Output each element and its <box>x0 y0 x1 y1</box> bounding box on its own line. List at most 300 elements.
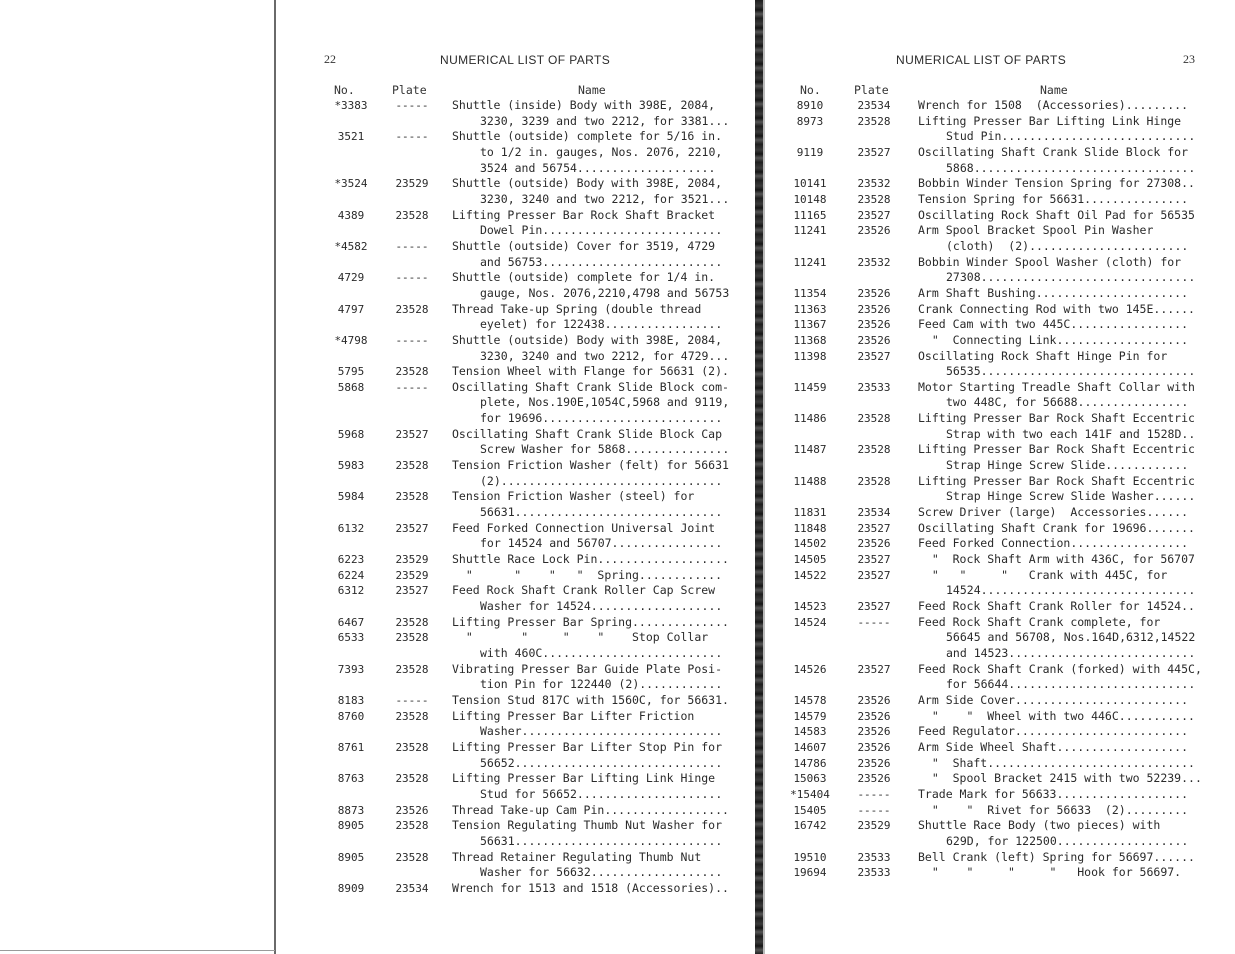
left-paper-edge <box>274 0 276 954</box>
part-row <box>330 98 740 129</box>
part-number: 14607 <box>793 740 827 754</box>
part-name-line: Tension Friction Washer (steel) for <box>452 489 695 504</box>
plate-number: ----- <box>395 333 429 347</box>
part-number: 14578 <box>793 693 827 707</box>
plate-number: 23528 <box>395 819 429 833</box>
plate-number: 23528 <box>395 662 429 676</box>
part-row <box>790 771 1205 787</box>
part-name-line: Shuttle (inside) Body with 398E, 2084, <box>452 98 716 112</box>
part-row <box>330 662 740 693</box>
part-number: *3524 <box>334 177 368 191</box>
plate-number: ----- <box>395 99 429 112</box>
part-number: 8183 <box>337 693 365 707</box>
part-name-line: Oscillating Rock Shaft Oil Pad for 56535 <box>918 207 1195 222</box>
part-name-line: tion Pin for 122440 (2)............ <box>480 677 723 692</box>
plate-number: 23527 <box>395 427 429 441</box>
part-name-line: " " " " Spring............ <box>452 567 723 582</box>
part-number: 5795 <box>337 365 365 379</box>
part-name-line: Bobbin Winder Spool Washer (cloth) for <box>918 254 1182 269</box>
part-name <box>918 536 1205 552</box>
part-number: 5984 <box>337 490 365 504</box>
part-name <box>918 255 1205 286</box>
part-row <box>330 176 740 207</box>
book-gutter-shadow <box>763 0 765 954</box>
part-number: 7393 <box>337 662 365 676</box>
part-number: 11363 <box>793 302 827 316</box>
plate-number: 23527 <box>857 568 891 582</box>
part-row <box>790 818 1205 849</box>
part-row <box>330 615 740 631</box>
part-row <box>330 239 740 270</box>
part-number: 14502 <box>793 537 827 551</box>
part-name-line: Stud Pin............................ <box>946 129 1196 144</box>
part-name-line: 3230, 3240 and two 2212, for 3521... <box>480 191 730 206</box>
part-name-line: Bobbin Winder Tension Spring for 27308.. <box>918 176 1195 191</box>
plate-number: 23532 <box>857 177 891 191</box>
part-row <box>330 364 740 380</box>
part-row <box>790 756 1205 772</box>
column-header-name: Name <box>1040 83 1068 97</box>
plate-number: 23526 <box>857 772 891 786</box>
part-name-line: " " " Crank with 445C, for <box>918 567 1168 582</box>
part-number: 14522 <box>793 568 827 582</box>
plate-number: 23526 <box>857 725 891 739</box>
part-name-line: Washer for 56632................... <box>480 865 723 880</box>
part-number: 6467 <box>337 615 365 629</box>
part-row <box>330 630 740 661</box>
part-row <box>790 349 1205 380</box>
part-row <box>330 693 740 709</box>
part-row <box>790 98 1205 114</box>
part-number: 11241 <box>793 255 827 269</box>
part-name-line: for 56644........................... <box>946 677 1196 692</box>
part-number: 8760 <box>337 709 365 723</box>
plate-number: ----- <box>395 380 429 394</box>
part-name-line: 56645 and 56708, Nos.164D,6312,14522 <box>946 630 1196 645</box>
part-name <box>918 442 1205 473</box>
part-name-line: plete, Nos.190E,1054C,5968 and 9119, <box>480 395 730 410</box>
part-name-line: Arm Shaft Bushing...................... <box>918 285 1189 300</box>
part-name-line: Screw Washer for 5868............... <box>480 442 730 457</box>
part-number: 11831 <box>793 506 827 520</box>
part-name-line: for 19696.......................... <box>480 411 723 426</box>
part-number: 11241 <box>793 224 827 238</box>
part-name <box>918 756 1205 772</box>
part-number: 8873 <box>337 803 365 817</box>
part-number: 14579 <box>793 709 827 723</box>
plate-number: 23529 <box>395 177 429 191</box>
part-name-line: 5868................................ <box>946 160 1196 175</box>
plate-number: 23533 <box>857 380 891 394</box>
part-name-line: Trade Mark for 56633................... <box>918 786 1189 801</box>
part-name <box>918 865 1205 881</box>
plate-number: ----- <box>857 787 891 801</box>
part-name-line: Strap Hinge Screw Slide Washer...... <box>946 489 1196 504</box>
plate-number: 23528 <box>395 850 429 864</box>
right-page <box>790 0 1205 954</box>
part-number: 6223 <box>337 553 365 567</box>
part-name-line: Lifting Presser Bar Lifter Friction <box>452 708 695 723</box>
part-name-line: Feed Cam with two 445C................. <box>918 317 1189 332</box>
part-name-line: Tension Spring for 56631............... <box>918 191 1189 206</box>
part-number: 19510 <box>793 850 827 864</box>
plate-number: 23526 <box>857 709 891 723</box>
plate-number: 23528 <box>395 709 429 723</box>
plate-number: 23526 <box>395 803 429 817</box>
part-name <box>452 176 740 207</box>
part-row <box>330 427 740 458</box>
part-number: 14786 <box>793 756 827 770</box>
part-name-line: with 460C.......................... <box>480 645 723 660</box>
part-name <box>452 521 740 552</box>
part-row <box>330 740 740 771</box>
part-row <box>330 552 740 568</box>
part-row <box>790 850 1205 866</box>
part-name <box>452 615 740 631</box>
part-row <box>790 693 1205 709</box>
plate-number: 23527 <box>857 662 891 676</box>
plate-number: 23526 <box>857 286 891 300</box>
part-row <box>790 176 1205 192</box>
part-name-line: " Shaft.............................. <box>918 755 1195 770</box>
part-name-line: eyelet) for 122438................. <box>480 317 723 332</box>
part-number: 4729 <box>337 271 365 285</box>
part-row <box>790 709 1205 725</box>
part-name <box>452 709 740 740</box>
plate-number: 23533 <box>857 850 891 864</box>
page-number: 22 <box>324 52 336 66</box>
part-row <box>790 599 1205 615</box>
part-number: 8905 <box>337 819 365 833</box>
plate-number: 23534 <box>395 881 429 895</box>
part-name <box>452 380 740 427</box>
plate-number: 23527 <box>857 208 891 222</box>
part-name <box>452 208 740 239</box>
part-row <box>330 771 740 802</box>
part-number: 15063 <box>793 772 827 786</box>
plate-number: 23528 <box>395 740 429 754</box>
part-name <box>452 818 740 849</box>
part-name-line: Oscillating Shaft Crank Slide Block com- <box>452 379 729 394</box>
part-name-line: Feed Forked Connection................. <box>918 536 1189 551</box>
plate-number: 23528 <box>395 302 429 316</box>
part-name-line: 3230, 3240 and two 2212, for 4729... <box>480 348 730 363</box>
column-header-no: No. <box>800 83 821 97</box>
part-name-line: Shuttle (outside) complete for 5/16 in. <box>452 129 723 144</box>
part-row <box>330 818 740 849</box>
part-name-line: Tension Friction Washer (felt) for 56631 <box>452 458 729 473</box>
part-number: 11367 <box>793 318 827 332</box>
part-name-line: Strap Hinge Screw Slide............ <box>946 458 1189 473</box>
part-name <box>918 114 1205 145</box>
part-name-line: Lifting Presser Bar Spring.............. <box>452 614 729 629</box>
part-number: 14583 <box>793 725 827 739</box>
part-name-line: Shuttle Race Body (two pieces) with <box>918 818 1161 833</box>
part-name <box>452 552 740 568</box>
part-name <box>452 427 740 458</box>
part-number: 14523 <box>793 600 827 613</box>
part-name <box>918 286 1205 302</box>
running-head: NUMERICAL LIST OF PARTS <box>896 53 1067 67</box>
part-name <box>918 615 1205 662</box>
part-name-line: " Rock Shaft Arm with 436C, for 56707 <box>918 552 1195 567</box>
part-number: 8909 <box>337 881 365 895</box>
part-name-line: Feed Rock Shaft Crank (forked) with 445C, <box>918 661 1202 676</box>
part-name-line: Tension Wheel with Flange for 56631 (2). <box>452 364 729 379</box>
plate-number: ----- <box>395 239 429 253</box>
part-name <box>452 458 740 489</box>
part-number: 8905 <box>337 850 365 864</box>
parts-list <box>330 98 740 896</box>
part-name-line: 56652.............................. <box>480 755 723 770</box>
column-header-name: Name <box>578 83 606 97</box>
part-number: 9119 <box>796 145 824 159</box>
plate-number: 23527 <box>395 584 429 598</box>
part-row <box>790 380 1205 411</box>
plate-number: ----- <box>857 615 891 629</box>
part-name <box>452 568 740 584</box>
part-name-line: Feed Forked Connection Universal Joint <box>452 520 716 535</box>
part-row <box>790 442 1205 473</box>
part-row <box>790 411 1205 442</box>
part-row <box>790 255 1205 286</box>
plate-number: 23529 <box>395 553 429 567</box>
page-number: 23 <box>1183 52 1195 66</box>
part-row <box>790 333 1205 349</box>
part-row <box>330 583 740 614</box>
plate-number: 23534 <box>857 99 891 112</box>
part-name-line: Lifting Presser Bar Lifting Link Hinge <box>918 113 1182 128</box>
part-name <box>452 239 740 270</box>
plate-number: 23527 <box>857 521 891 535</box>
part-name-line: Wrench for 1513 and 1518 (Accessories).. <box>452 880 729 895</box>
part-name-line: Lifting Presser Bar Rock Shaft Eccentric <box>918 473 1195 488</box>
part-name-line: Oscillating Rock Shaft Hinge Pin for <box>918 348 1168 363</box>
part-number: *3383 <box>334 99 368 112</box>
plate-number: 23526 <box>857 302 891 316</box>
part-name <box>918 192 1205 208</box>
part-name-line: Shuttle (outside) complete for 1/4 in. <box>452 270 716 285</box>
part-name-line: Lifting Presser Bar Rock Shaft Eccentric <box>918 411 1195 426</box>
part-name <box>918 662 1205 693</box>
part-row <box>790 114 1205 145</box>
plate-number: 23528 <box>395 631 429 645</box>
plate-number: 23529 <box>857 819 891 833</box>
part-name-line: " " Wheel with two 446C........... <box>918 708 1195 723</box>
part-name-line: for 14524 and 56707................ <box>480 536 723 551</box>
column-header-plate: Plate <box>392 83 427 97</box>
part-name <box>918 349 1205 380</box>
part-row <box>790 302 1205 318</box>
plate-number: 23528 <box>857 474 891 488</box>
part-number: 19694 <box>793 866 827 880</box>
part-name-line: Oscillating Shaft Crank Slide Block Cap <box>452 426 723 441</box>
part-number: 15405 <box>793 803 827 817</box>
part-name <box>918 693 1205 709</box>
part-name-line: 629D, for 122500................... <box>946 833 1189 848</box>
part-number: 11368 <box>793 333 827 347</box>
book-gutter <box>755 0 763 954</box>
part-row <box>330 489 740 520</box>
part-row <box>330 380 740 427</box>
plate-number: 23527 <box>857 145 891 159</box>
part-number: 11487 <box>793 443 827 457</box>
part-name-line: Feed Rock Shaft Crank complete, for <box>918 614 1161 629</box>
plate-number: 23528 <box>395 490 429 504</box>
part-row <box>790 662 1205 693</box>
part-number: 8761 <box>337 740 365 754</box>
part-number: 3521 <box>337 130 365 144</box>
plate-number: ----- <box>395 693 429 707</box>
part-name-line: Vibrating Presser Bar Guide Plate Posi- <box>452 661 723 676</box>
part-name <box>918 98 1205 114</box>
part-name-line: Arm Side Wheel Shaft................... <box>918 739 1189 754</box>
part-name-line: Thread Take-up Spring (double thread <box>452 301 702 316</box>
plate-number: 23532 <box>857 255 891 269</box>
plate-number: 23528 <box>395 208 429 222</box>
part-name <box>452 364 740 380</box>
part-name-line: Tension Stud 817C with 1560C, for 56631. <box>452 692 729 707</box>
part-name-line: " Connecting Link................... <box>918 332 1189 347</box>
part-number: 11848 <box>793 521 827 535</box>
part-name-line: gauge, Nos. 2076,2210,4798 and 56753 <box>480 285 730 300</box>
part-row <box>790 552 1205 568</box>
plate-number: 23527 <box>857 349 891 363</box>
part-number: 8973 <box>796 114 824 128</box>
part-row <box>330 568 740 584</box>
part-name <box>918 223 1205 254</box>
plate-number: ----- <box>857 803 891 817</box>
part-name-line: Oscillating Shaft Crank Slide Block for <box>918 144 1189 159</box>
part-number: 11488 <box>793 474 827 488</box>
part-name <box>452 630 740 661</box>
plate-number: ----- <box>395 130 429 144</box>
part-number: *4798 <box>334 333 368 347</box>
plate-number: 23527 <box>395 521 429 535</box>
part-name-line: and 14523........................... <box>946 645 1196 660</box>
part-row <box>330 803 740 819</box>
part-number: 14524 <box>793 615 827 629</box>
part-number: 4797 <box>337 302 365 316</box>
part-name <box>452 693 740 709</box>
part-name-line: 3230, 3239 and two 2212, for 3381... <box>480 113 730 128</box>
part-name-line: " " " " Stop Collar <box>452 630 709 645</box>
part-row <box>790 317 1205 333</box>
part-name-line: " " Rivet for 56633 (2)......... <box>918 802 1189 817</box>
part-name <box>918 317 1205 333</box>
plate-number: 23526 <box>857 333 891 347</box>
plate-number: 23528 <box>395 615 429 629</box>
part-name-line: Washer for 14524................... <box>480 599 723 613</box>
part-name <box>452 302 740 333</box>
plate-number: 23528 <box>857 192 891 206</box>
part-name <box>918 208 1205 224</box>
part-number: *15404 <box>790 787 830 801</box>
plate-number: 23528 <box>857 443 891 457</box>
part-number: 6312 <box>337 584 365 598</box>
part-name-line: Lifting Presser Bar Rock Shaft Bracket <box>452 207 716 222</box>
part-name-line: Strap with two each 141F and 1528D.. <box>946 426 1196 441</box>
plate-number: 23528 <box>857 114 891 128</box>
left-page <box>324 0 740 954</box>
part-row <box>330 129 740 176</box>
part-name-line: Tension Regulating Thumb Nut Washer for <box>452 818 723 833</box>
part-row <box>790 568 1205 599</box>
part-name <box>918 568 1205 599</box>
part-name <box>452 333 740 364</box>
part-name <box>918 145 1205 176</box>
part-row <box>790 615 1205 662</box>
part-name-line: Dowel Pin.......................... <box>480 223 723 238</box>
part-name-line: Oscillating Shaft Crank for 19696....... <box>918 520 1195 535</box>
part-number: 11354 <box>793 286 827 300</box>
part-row <box>330 881 740 897</box>
part-name-line: Feed Regulator......................... <box>918 724 1189 739</box>
part-row <box>790 536 1205 552</box>
part-name <box>918 787 1205 803</box>
part-name <box>918 850 1205 866</box>
column-header-no: No. <box>334 83 355 97</box>
part-name <box>918 176 1205 192</box>
part-name-line: Screw Driver (large) Accessories...... <box>918 505 1189 520</box>
part-name-line: 27308............................... <box>946 270 1196 285</box>
part-name <box>918 474 1205 505</box>
part-number: 11165 <box>793 208 827 222</box>
part-row <box>790 474 1205 505</box>
part-row <box>330 521 740 552</box>
part-name-line: " Spool Bracket 2415 with two 52239... <box>918 771 1202 786</box>
part-name-line: Washer............................. <box>480 724 723 739</box>
part-number: 4389 <box>337 208 365 222</box>
part-name-line: " " " " Hook for 56697. <box>918 865 1182 880</box>
part-name-line: 56631.............................. <box>480 505 723 520</box>
part-name-line: Bell Crank (left) Spring for 56697...... <box>918 849 1195 864</box>
part-name-line: 3524 and 56754.................... <box>480 160 716 175</box>
part-name-line: (cloth) (2)....................... <box>946 238 1189 253</box>
part-name-line: Thread Take-up Cam Pin.................. <box>452 802 729 817</box>
part-name-line: Arm Side Cover......................... <box>918 692 1189 707</box>
part-number: 6132 <box>337 521 365 535</box>
part-name-line: and 56753.......................... <box>480 254 723 269</box>
part-row <box>330 458 740 489</box>
part-name <box>452 850 740 881</box>
part-name <box>452 803 740 819</box>
part-row <box>790 192 1205 208</box>
part-row <box>790 724 1205 740</box>
part-number: *4582 <box>334 239 368 253</box>
part-number: 16742 <box>793 819 827 833</box>
part-name <box>452 270 740 301</box>
part-row <box>330 302 740 333</box>
column-header-plate: Plate <box>854 83 889 97</box>
part-name <box>452 881 740 897</box>
part-row <box>330 333 740 364</box>
parts-list <box>790 98 1205 881</box>
plate-number: 23528 <box>395 459 429 473</box>
plate-number: 23526 <box>857 756 891 770</box>
plate-number: 23533 <box>857 866 891 880</box>
part-name-line: Motor Starting Treadle Shaft Collar with <box>918 379 1195 394</box>
part-number: 11459 <box>793 380 827 394</box>
part-number: 6533 <box>337 631 365 645</box>
plate-number: 23527 <box>857 600 891 613</box>
part-number: 11486 <box>793 412 827 426</box>
plate-number: 23526 <box>857 537 891 551</box>
part-row <box>790 145 1205 176</box>
part-name-line: (2)................................ <box>480 473 723 488</box>
plate-number: 23526 <box>857 224 891 238</box>
part-name-line: Crank Connecting Rod with two 145E...... <box>918 301 1195 316</box>
